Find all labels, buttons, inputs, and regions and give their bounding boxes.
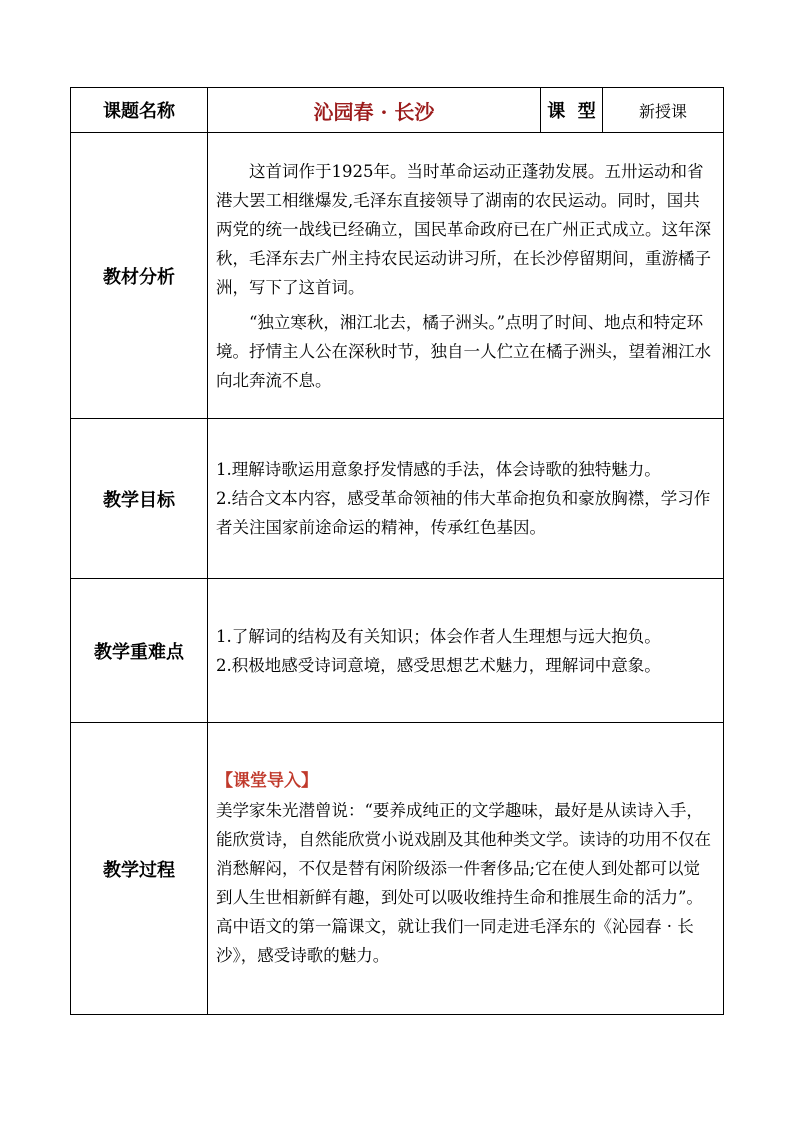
keypoint-item-1: 1.了解词的结构及有关知识；体会作者人生理想与远大抱负。 <box>216 626 661 646</box>
process-content <box>208 723 724 1015</box>
keypoints-content <box>208 579 724 723</box>
lesson-plan-table <box>70 87 724 1015</box>
goals-row <box>71 419 724 579</box>
process-row <box>71 723 724 1015</box>
goals-content <box>208 419 724 579</box>
keypoint-item-2: 2.积极地感受诗词意境，感受思想艺术魅力，理解词中意象。 <box>216 655 661 675</box>
keypoints-row <box>71 579 724 723</box>
header-row <box>71 88 724 133</box>
analysis-paragraph-2: “独立寒秋，湘江北去，橘子洲头。”点明了时间、地点和特定环境。抒情主人公在深秋时节，独自一人伫立在橘子洲头，望着湘江水向北奔流不息。 <box>216 312 711 390</box>
lesson-type-value: 新授课 <box>603 88 724 133</box>
process-label: 教学过程 <box>71 723 208 1015</box>
goal-item-1: 1.理解诗歌运用意象抒发情感的手法，体会诗歌的独特魅力。 <box>216 460 661 479</box>
lesson-type-label: 课 型 <box>541 88 603 133</box>
analysis-content <box>208 133 724 419</box>
section-heading-intro: 【课堂导入】 <box>216 771 318 791</box>
goals-label: 教学目标 <box>71 419 208 579</box>
keypoints-label: 教学重难点 <box>71 579 208 723</box>
analysis-label: 教材分析 <box>71 133 208 419</box>
course-title: 沁园春 · 长沙 <box>208 88 541 133</box>
process-paragraph: 美学家朱光潜曾说：“要养成纯正的文学趣味，最好是从读诗入手，能欣赏诗，自然能欣赏小说戏剧及其他种类文学。读诗的功用不仅在消愁解闷，不仅是替有闲阶级添一件奢侈品;它在使人到处都可以觉到人生世相新鲜有趣，到处可以吸收维持生命和推展生命的活力”。高中语文的第一篇课文，就让我们一同走进毛泽东的《沁园春 · 长沙》，感受诗歌的魅力。 <box>216 801 711 965</box>
goal-item-2: 2.结合文本内容，感受革命领袖的伟大革命抱负和豪放胸襟，学习作者关注国家前途命运的精神，传承红色基因。 <box>216 489 711 537</box>
course-name-label: 课题名称 <box>71 88 208 133</box>
analysis-paragraph-1: 这首词作于1925年。当时革命运动正蓬勃发展。五卅运动和省港大罢工相继爆发,毛泽东直接领导了湖南的农民运动。同时，国共两党的统一战线已经确立，国民革命政府已在广州正式成立。这年深秋，毛泽东去广州主持农民运动讲习所，在长沙停留期间，重游橘子洲，写下了这首词。 <box>216 161 711 297</box>
analysis-row <box>71 133 724 419</box>
